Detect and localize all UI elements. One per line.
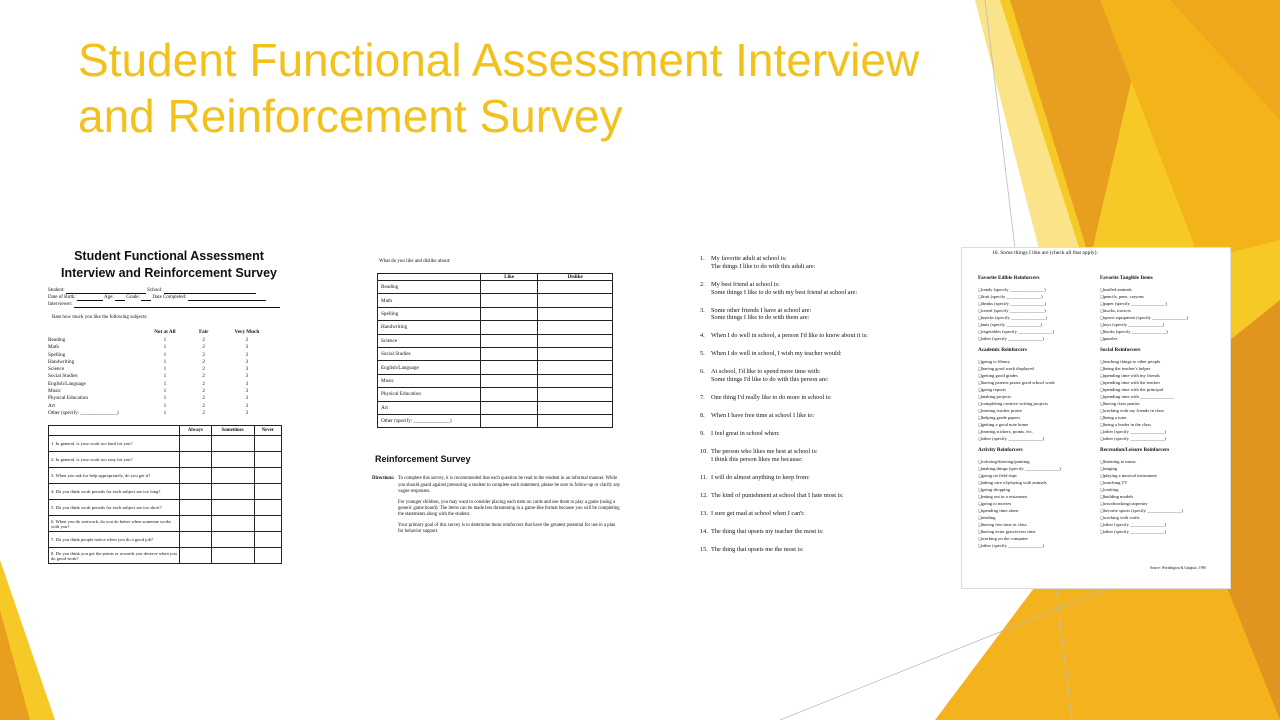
dislike-cell [538,281,613,294]
rating-value: 2 [202,358,205,365]
subject-name: Reading [48,337,66,343]
sentence-item [700,448,895,464]
checklist-item: ❏ making projects [978,393,1100,400]
checklist-item: ❏ going shopping [978,486,1100,493]
dislike-cell [538,414,613,427]
sentence-item [700,492,895,500]
sentence-item [700,368,895,384]
item-text: I feel great in school when: [711,430,780,438]
answer-cell [180,516,212,532]
item-number: 8. [700,412,705,420]
checklist-item: ❏ taking care of/playing with animals [978,479,1100,486]
dislike-cell [538,388,613,401]
checklist-item: ❏ other (specify _______________) [978,542,1100,549]
page1-title-line-2: Interview and Reinforcement Survey [60,266,278,280]
like-dislike-row [378,414,613,427]
rating-row [48,366,278,373]
rate-header-fair: Fair [198,329,209,335]
like-cell [481,307,538,320]
freq-header-sometimes: Sometimes [211,426,254,436]
rating-value: 2 [202,366,205,373]
checklist-header: 16. Some things I like are (check all that apply): [992,250,1098,256]
question-row [49,500,282,516]
checklist-item: ❏ cereal (specify _______________) [978,307,1100,314]
answer-cell [254,484,281,500]
item-text: When I do well in school, I wish my teacher would: [711,350,842,358]
subject-name: English/Language [48,380,86,387]
sentence-item [700,255,895,271]
like-cell [481,347,538,360]
rating-value: 2 [202,380,205,387]
item-text: At school, I'd like to spend more time with: Some things I'd like to do with this person are: [711,368,829,384]
subject-name: Physical Education [48,395,88,402]
sentence-item [700,474,895,482]
item-number: 9. [700,430,705,438]
checklist-item: ❏ puzzles [1100,335,1222,342]
subject-name: Art [378,401,481,414]
checklist-item: ❏ coloring/drawing/painting [978,458,1100,465]
rating-value: 3 [245,395,249,402]
item-text: The thing that upsets me the most is: [711,545,804,553]
document-page-4 [962,248,1230,588]
checklist-item: ❏ other (specify _______________) [978,435,1100,442]
sentence-item [700,546,895,554]
checklist-item: ❏ going to library [978,358,1100,365]
reinforcer-category-title: Recreation/Leisure Reinforcers [1100,447,1170,453]
checklist-item: ❏ watching TV [1100,479,1222,486]
rate-header-not-at-all: Not at All [154,329,176,335]
like-cell [481,361,538,374]
checklist-item: ❏ eating out in a restaurant [978,493,1100,500]
slide-title-line-2: and Reinforcement Survey [78,90,623,142]
checklist-item: ❏ fruit (specify _______________) [978,293,1100,300]
answer-cell [254,468,281,484]
like-dislike-prompt: What do you like and dislike about: [379,259,451,264]
question-text: 3. When you ask for help appropriately, do you get it? [49,468,180,484]
rating-value: 3 [245,373,249,380]
rating-value: 1 [163,358,167,365]
answer-cell [211,468,254,484]
question-text: 2. In general, is your work too easy for you? [49,452,180,468]
like-dislike-table [377,273,613,428]
school-label: School [147,288,162,293]
item-number: 10. [700,448,708,456]
item-number: 7. [700,394,705,402]
freq-header-always: Always [180,426,212,436]
student-label: Student [48,288,64,293]
item-number: 6. [700,368,705,376]
rating-value: 1 [163,402,167,409]
dislike-cell [538,321,613,334]
interviewer-label: Interviewer [48,302,72,307]
reinforcer-category-title: Favorite Tangible Items [1100,275,1153,281]
grade-label: Grade [126,295,139,300]
answer-cell [211,452,254,468]
directions-paragraph: To complete this survey, it is recommended that each question be read to the student in an informal manner. While you should guard against pressuring a student to complete each statement, please be sure to follow-up or clarify any vague responses. [398,476,621,495]
sentence-item [700,528,895,536]
checklist-item: ❏ other (specify _______________) [978,335,1100,342]
reinforcer-category-title: Favorite Edible Reinforcers [978,275,1040,281]
subject-name: Art [48,402,55,409]
age-label: Age [104,295,113,300]
rating-value: 2 [202,395,205,402]
rating-value: 1 [163,380,167,387]
subject-name: Handwriting [48,358,75,365]
checklist-item: ❏ getting a good note home [978,421,1100,428]
checklist-item: ❏ building models [1100,493,1222,500]
like-cell [481,321,538,334]
dislike-header: Dislike [538,274,613,281]
rating-row [48,395,278,402]
answer-cell [180,484,212,500]
checklist-item: ❏ having parents praise good school work [978,379,1100,386]
like-dislike-row [378,281,613,294]
checklist-item: ❏ teaching things to other people [1100,358,1222,365]
item-text: I will do almost anything to keep from: [711,473,810,481]
answer-cell [211,532,254,548]
subject-name: English/Language [378,361,481,374]
checklist-item: ❏ playing a musical instrument [1100,472,1222,479]
dislike-cell [538,307,613,320]
rate-prompt: Rate how much you like the following subjects: [52,315,148,320]
rating-value: 2 [202,409,205,416]
rating-value: 3 [245,358,249,365]
rating-value: 3 [245,388,249,395]
question-text: 5. Do you think work periods for each subject are too short? [49,500,180,516]
rating-value: 2 [202,337,205,343]
frequency-question-table [48,425,282,564]
checklist-item: ❏ being a tutor [1100,414,1222,421]
item-text: When I do well in school, a person I'd like to know about it is: [711,332,868,340]
sentence-item [700,430,895,438]
subject-name: Handwriting [378,321,481,334]
source-footer: Source: Worthington & Gargiulo, 1996 [1149,566,1206,570]
item-number: 1. [700,255,705,262]
rating-value: 3 [245,344,249,351]
subject-name: Physical Education [378,388,481,401]
rating-value: 1 [163,395,167,402]
answer-cell [180,500,212,516]
subject-name: Music [378,374,481,387]
checklist-item: ❏ working with my friends in class [1100,407,1222,414]
like-cell [481,281,538,294]
subject-name: Other (specify: ______________) [48,409,119,416]
like-header: Like [481,274,538,281]
answer-cell [180,436,212,452]
sentence-item [700,412,895,420]
question-row [49,516,282,532]
checklist-item: ❏ singing [1100,465,1222,472]
dislike-cell [538,361,613,374]
subject-name: Science [378,334,481,347]
like-cell [481,294,538,307]
answer-cell [180,548,212,564]
rating-row [48,388,278,395]
rating-row [48,403,278,410]
checklist-item: ❏ snacks (specify _______________) [978,314,1100,321]
checklist-item: ❏ candy (specify _______________) [978,286,1100,293]
rating-value: 1 [163,337,167,343]
answer-cell [254,548,281,564]
checklist-item: ❏ favorite sports (specify _______________) [1100,507,1222,514]
checklist-item: ❏ stuffed animals [1100,286,1222,293]
checklist-item: ❏ reading [978,514,1100,521]
dislike-cell [538,334,613,347]
checklist-item: ❏ spending time with the teacher [1100,379,1222,386]
checklist-item: ❏ spending time with _______________ [1100,393,1222,400]
like-cell [481,401,538,414]
rating-value: 3 [245,337,249,343]
item-text: One thing I'd really like to do more in school is: [711,394,832,402]
rating-value: 2 [202,402,205,409]
item-number: 5. [700,350,705,358]
subject-name: Spelling [48,351,66,358]
rating-row [48,352,278,359]
checklist-item: ❏ earning teacher praise [978,407,1100,414]
like-dislike-row [378,388,613,401]
checklist-item: ❏ toys (specify _______________) [1100,321,1222,328]
directions-text [398,476,622,539]
like-dislike-row [378,401,613,414]
question-row [49,484,282,500]
sentence-completion-list [700,255,895,554]
rating-value: 2 [202,373,205,380]
rating-value: 3 [245,402,249,409]
checklist-item: ❏ going reports [978,386,1100,393]
answer-cell [211,500,254,516]
question-row [49,452,282,468]
checklist-item: ❏ pencils, pens, crayons [1100,293,1222,300]
item-number: 11. [700,473,708,481]
answer-cell [180,468,212,484]
rating-value: 3 [245,351,249,358]
sentence-item [700,350,895,358]
like-cell [481,334,538,347]
dislike-cell [538,374,613,387]
reinforcer-category-title: Activity Reinforcers [978,447,1023,453]
like-dislike-row [378,374,613,387]
item-number: 3. [700,306,705,314]
question-row [49,436,282,452]
item-number: 4. [700,332,705,340]
like-dislike-row [378,321,613,334]
rating-value: 1 [163,366,167,373]
checklist-item: ❏ going to movies [978,500,1100,507]
checklist-item: ❏ paper (specify _______________) [1100,300,1222,307]
answer-cell [180,452,212,468]
checklist-item: ❏ cooking [1100,486,1222,493]
directions-label: Directions: [372,476,395,482]
like-cell [481,388,538,401]
question-row [49,468,282,484]
answer-cell [254,532,281,548]
like-cell [481,414,538,427]
dob-label: Date of Birth [48,295,75,300]
dislike-cell [538,401,613,414]
checklist-item: ❏ helping grade papers [978,414,1100,421]
answer-cell [254,516,281,532]
checklist-item: ❏ vegetables (specify _______________) [978,328,1100,335]
checklist-item: ❏ having extra gym/recess time [978,528,1100,535]
question-text: 6. When you do seatwork, do you do better when someone works with you? [49,516,180,532]
directions-paragraph: Your primary goal of this survey is to determine those reinforcers that have the greatest potential for use in a plan for behavior support. [398,522,616,535]
rating-value: 2 [202,351,205,358]
reinforcer-column-right [1100,270,1222,549]
checklist-item: ❏ drinks (specify _______________) [978,300,1100,307]
subject-name: Spelling [378,307,481,320]
page1-title [48,248,290,282]
like-dislike-row [378,347,613,360]
slide-title [78,32,978,144]
answer-cell [211,548,254,564]
question-text: 4. Do you think work periods for each subject are too long? [49,484,180,500]
checklist-item: ❏ getting good grades [978,372,1100,379]
document-page-3 [700,255,895,575]
like-dislike-row [378,307,613,320]
answer-cell [180,532,212,548]
checklist-item: ❏ other (specify _______________) [1100,521,1222,528]
checklist-item: ❏ being the teacher's helper [1100,365,1222,372]
item-text: My favorite adult at school is: The things I like to do with this adult are: [711,255,816,270]
directions-block [372,476,622,539]
dislike-cell [538,294,613,307]
question-row [49,532,282,548]
rating-value: 1 [163,344,167,351]
date-completed-label: Date Completed [152,295,185,300]
item-number: 2. [700,280,705,288]
rating-row [48,381,278,388]
item-number: 12. [700,491,708,499]
item-number: 14. [700,527,708,535]
checklist-item: ❏ books (specify _______________) [1100,328,1222,335]
rating-row [48,373,278,380]
rate-header-very-much: Very Much [234,329,260,335]
rating-row [48,359,278,366]
checklist-item: ❏ having good work displayed [978,365,1100,372]
document-page-1 [48,245,290,595]
checklist-item: ❏ sports equipment (specify _______________) [1100,314,1222,321]
question-row [49,548,282,564]
subject-name: Music [48,388,61,395]
answer-cell [254,436,281,452]
item-text: I sure get mad at school when I can't: [711,509,805,517]
rating-value: 1 [163,409,167,416]
slide-title-line-1: Student Functional Assessment Interview [78,34,920,86]
checklist-item: ❏ spending time alone [978,507,1100,514]
rating-row [48,337,278,344]
sentence-item [700,281,895,297]
rating-value: 3 [245,380,249,387]
checklist-item: ❏ other (specify _______________) [1100,428,1222,435]
subject-rating-table [48,327,278,417]
checklist-item: ❏ earning stickers, points, etc. [978,428,1100,435]
rating-value: 2 [202,344,205,351]
sentence-item [700,307,895,323]
like-dislike-row [378,361,613,374]
item-text: The kind of punishment at school that I hate most is: [711,491,844,499]
item-text: Some other friends I have at school are: Some things I like to do with them are: [711,306,812,322]
like-cell [481,374,538,387]
checklist-item: ❏ spending time with my friends [1100,372,1222,379]
checklist-item: ❏ being a leader in the class [1100,421,1222,428]
subject-name: Other (specify: ______________) [378,414,481,427]
sentence-item [700,394,895,402]
student-info-fields: Student: School: Date of Birth: Age: Grade: Date Completed: Interviewer: [48,287,290,308]
item-number: 15. [700,545,708,553]
checklist-item: ❏ listening to music [1100,458,1222,465]
checklist-item: ❏ going on field trips [978,472,1100,479]
dislike-cell [538,347,613,360]
rating-value: 1 [163,351,167,358]
subject-name: Social Studies [378,347,481,360]
question-text: 8. Do you think you get the points or rewards you deserve when you do good work? [49,548,180,564]
reinforcement-survey-title: Reinforcement Survey [375,454,471,465]
subject-name: Math [48,344,59,351]
checklist-item: ❏ woodworking/carpentry [1100,500,1222,507]
rating-value: 2 [202,388,205,395]
answer-cell [211,436,254,452]
subject-name: Science [48,366,65,373]
checklist-item: ❏ having free time in class [978,521,1100,528]
rating-value: 3 [245,366,249,373]
checklist-item: ❏ working on the computer [978,535,1100,542]
subject-name: Reading [378,281,481,294]
sentence-item [700,332,895,340]
item-text: The thing that upsets my teacher the most is: [711,527,824,535]
rating-value: 1 [163,388,167,395]
subject-name: Math [378,294,481,307]
reinforcer-category-title: Academic Reinforcers [978,347,1028,353]
rating-row [48,410,278,417]
item-text: My best friend at school is: Some things I like to do with my best friend at school are: [711,280,858,296]
item-number: 13. [700,509,708,517]
checklist-item: ❏ other (specify _______________) [1100,435,1222,442]
checklist-item: ❏ completing creative writing projects [978,400,1100,407]
directions-paragraph: For younger children, you may want to consider placing each item on cards and use them to play a game (using a generic game board). The items can be made less threatening in a game-like format because you will be completing the statements along with the student. [398,499,620,518]
checklist-item: ❏ making things (specify _______________) [978,465,1100,472]
subject-name: Social Studies [48,373,78,380]
answer-cell [211,484,254,500]
question-text: 1. In general, is your work too hard for you? [49,436,180,452]
checklist-item: ❏ trucks, tractors [1100,307,1222,314]
freq-header-never: Never [254,426,281,436]
like-dislike-row [378,334,613,347]
page1-title-line-1: Student Functional Assessment [74,249,264,263]
checklist-item: ❏ having class parties [1100,400,1222,407]
item-text: The person who likes me best at school is: I think this person likes me because: [711,448,818,463]
reinforcer-column-left [978,270,1100,549]
document-page-2 [372,253,622,563]
rating-value: 3 [245,409,249,416]
checklist-item: ❏ spending time with the principal [1100,386,1222,393]
rating-row [48,344,278,351]
answer-cell [211,516,254,532]
sentence-item [700,510,895,518]
like-dislike-row [378,294,613,307]
reinforcer-category-title: Social Reinforcers [1100,347,1141,353]
checklist-item: ❏ other (specify _______________) [1100,528,1222,535]
answer-cell [254,452,281,468]
checklist-item: ❏ nuts (specify _______________) [978,321,1100,328]
answer-cell [254,500,281,516]
question-text: 7. Do you think people notice when you do a good job? [49,532,180,548]
item-text: When I have free time at school I like to: [711,412,815,420]
checklist-item: ❏ working with crafts [1100,514,1222,521]
rating-value: 1 [163,373,167,380]
